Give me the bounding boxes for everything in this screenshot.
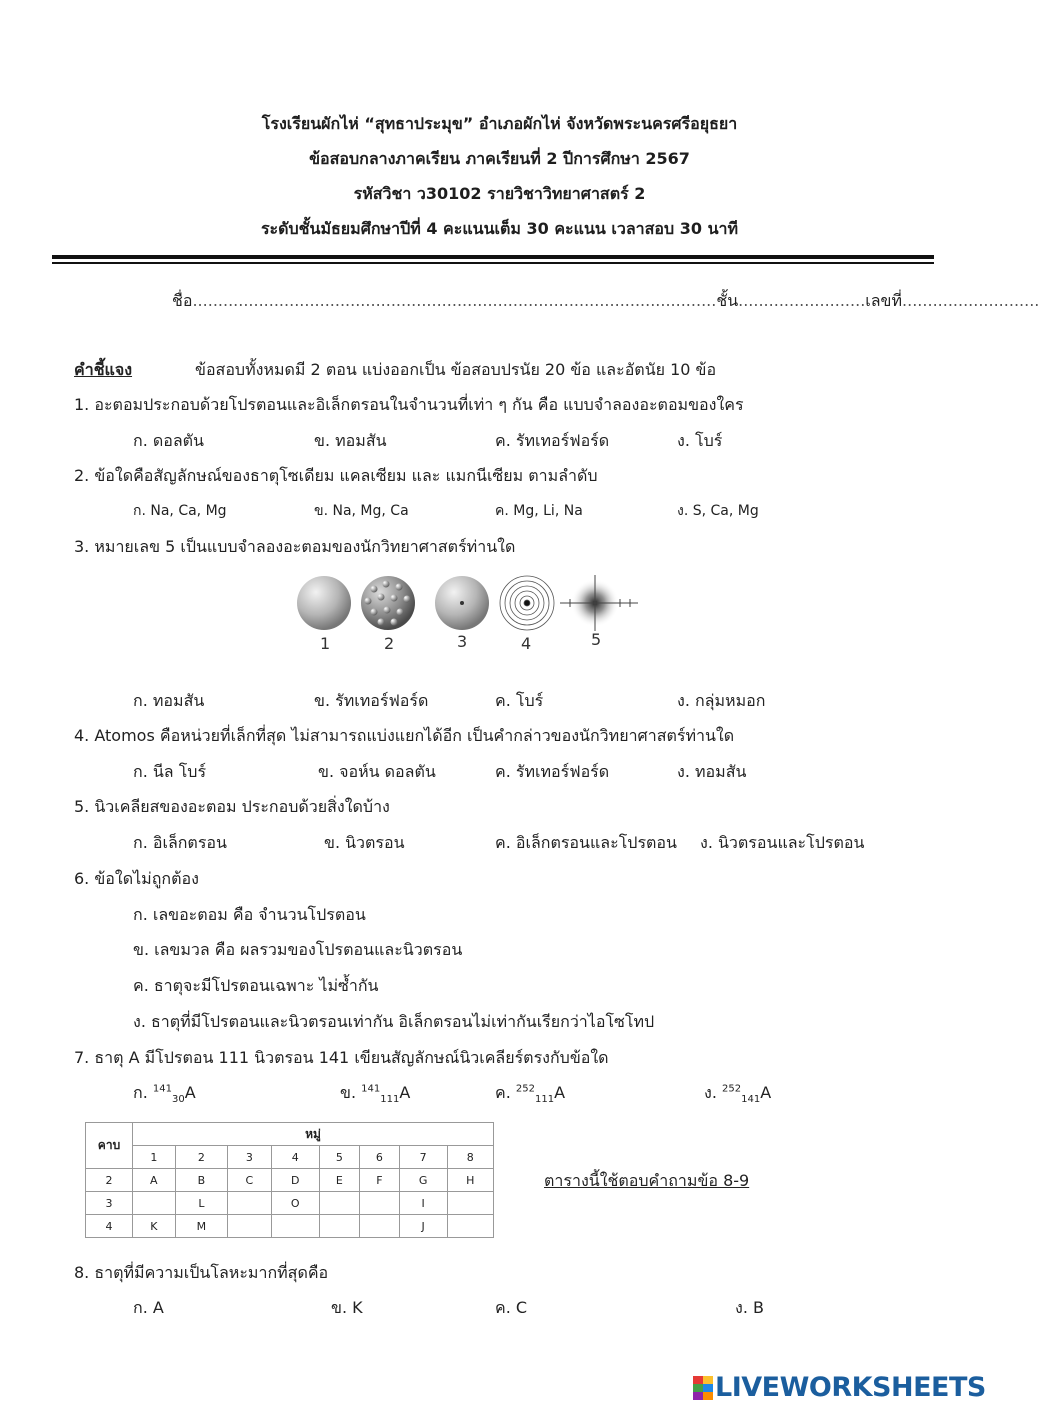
q4-option-d[interactable]: ง. ทอมสัน: [677, 762, 747, 781]
student-info-line: [172, 289, 1039, 314]
element-cell: [359, 1215, 399, 1238]
q7-option-a-mass: 141: [152, 1083, 172, 1095]
group-number: 6: [359, 1146, 399, 1169]
element-cell: [447, 1192, 494, 1215]
q8-option-a[interactable]: ก. A: [133, 1298, 164, 1317]
question-7: 7. ธาตุ A มีโปรตอน 111 นิวตรอน 141 เขียนสัญลักษณ์นิวเคลียร์ตรงกับข้อใด: [74, 1048, 609, 1067]
q7-option-a-atomic: 30: [171, 1094, 185, 1106]
element-cell: G: [399, 1169, 447, 1192]
element-cell: H: [447, 1169, 494, 1192]
question-6: 6. ข้อใดไม่ถูกต้อง: [74, 869, 199, 888]
q2-option-d[interactable]: [677, 500, 759, 522]
table-caption: ตารางนี้ใช้ตอบคำถามข้อ 8-9: [544, 1171, 750, 1190]
q7-option-c-mass: 252: [515, 1083, 535, 1095]
electron-cloud-model: [560, 575, 638, 631]
subject-code: รหัสวิชา ว30102 รายวิชาวิทยาศาสตร์ 2: [353, 184, 646, 203]
q1-option-c[interactable]: ค. รัทเทอร์ฟอร์ด: [495, 431, 610, 450]
q5-option-b[interactable]: ข. นิวตรอน: [324, 833, 405, 852]
q4-option-a[interactable]: ก. นีล โบร์: [133, 762, 207, 781]
element-cell: [319, 1215, 359, 1238]
atom-label-3: 3: [457, 632, 468, 651]
question-8: 8. ธาตุที่มีความเป็นโลหะมากที่สุดคือ: [74, 1263, 329, 1282]
q7-option-d-symbol: A: [760, 1083, 772, 1102]
element-cell: B: [175, 1169, 227, 1192]
number-blank[interactable]: ...........................: [902, 291, 1039, 310]
q3-option-b[interactable]: ข. รัทเทอร์ฟอร์ด: [314, 691, 429, 710]
group-number: 1: [133, 1146, 176, 1169]
number-label: เลขที่: [865, 291, 903, 310]
element-cell: [228, 1215, 271, 1238]
name-blank[interactable]: .......................................................................................................: [192, 291, 717, 310]
q5-option-d[interactable]: ง. นิวตรอนและโปรตอน: [700, 833, 865, 852]
element-cell: [359, 1192, 399, 1215]
group-number: 8: [447, 1146, 494, 1169]
liveworksheets-text: LIVEWORKSHEETS: [715, 1372, 986, 1403]
q6-option-c[interactable]: ค. ธาตุจะมีโปรตอนเฉพาะ ไม่ซ้ำกัน: [133, 976, 379, 995]
class-label: ชั้น: [716, 291, 739, 310]
school-name: โรงเรียนผักไห่ “สุทธาประมุข” อำเภอผักไห่ จังหวัดพระนครศรีอยุธยา: [261, 114, 738, 133]
question-4: 4. Atomos คือหน่วยที่เล็กที่สุด ไม่สามารถแบ่งแยกได้อีก เป็นคำกล่าวของนักวิทยาศาสตร์ท่านใด: [74, 726, 735, 745]
q3-option-d[interactable]: ง. กลุ่มหมอก: [677, 691, 766, 710]
group-number: 2: [175, 1146, 227, 1169]
class-blank[interactable]: .........................: [738, 291, 866, 310]
q2-option-c[interactable]: [495, 500, 583, 522]
exam-title: ข้อสอบกลางภาคเรียน ภาคเรียนที่ 2 ปีการศึกษา 2567: [309, 149, 690, 168]
q1-option-a[interactable]: ก. ดอลตัน: [133, 431, 204, 450]
q3-option-a[interactable]: ก. ทอมสัน: [133, 691, 205, 710]
q7-option-c[interactable]: [495, 1081, 565, 1106]
q7-option-d-atomic: 141: [741, 1094, 761, 1106]
q1-option-b[interactable]: ข. ทอมสัน: [314, 431, 387, 450]
element-cell: [228, 1192, 271, 1215]
q7-option-b[interactable]: [340, 1081, 410, 1106]
period-header: คาบ: [86, 1123, 133, 1169]
q7-option-d-prefix: ง.: [704, 1083, 717, 1102]
q2-option-b-text: ข. Na, Mg, Ca: [314, 503, 409, 519]
instructions-text: ข้อสอบทั้งหมดมี 2 ตอน แบ่งออกเป็น ข้อสอบปรนัย 20 ข้อ และอัตนัย 10 ข้อ: [195, 360, 717, 379]
q8-option-c[interactable]: ค. C: [495, 1298, 528, 1317]
name-label: ชื่อ: [172, 291, 193, 310]
element-cell: [271, 1215, 319, 1238]
group-number: 3: [228, 1146, 271, 1169]
q4-option-c[interactable]: ค. รัทเทอร์ฟอร์ด: [495, 762, 610, 781]
dalton-model: [297, 576, 351, 630]
group-number: 5: [319, 1146, 359, 1169]
q4-option-b[interactable]: ข. จอห์น ดอลตัน: [318, 762, 436, 781]
q8-option-d[interactable]: ง. B: [735, 1298, 764, 1317]
bohr-model: [500, 576, 554, 630]
q2-option-a[interactable]: [133, 500, 227, 522]
grade-score-time: ระดับชั้นมัธยมศึกษาปีที่ 4 คะแนนเต็ม 30 คะแนน เวลาสอบ 30 นาที: [260, 219, 739, 238]
period-number: 2: [86, 1169, 133, 1192]
question-5: 5. นิวเคลียสของอะตอม ประกอบด้วยสิ่งใดบ้าง: [74, 797, 390, 816]
rutherford-model: [435, 576, 489, 630]
element-cell: E: [319, 1169, 359, 1192]
q7-option-a-symbol: A: [184, 1083, 196, 1102]
q6-option-a[interactable]: ก. เลขอะตอม คือ จำนวนโปรตอน: [133, 905, 366, 924]
group-number: 7: [399, 1146, 447, 1169]
atom-label-4: 4: [521, 634, 532, 653]
element-cell: I: [399, 1192, 447, 1215]
instructions: [74, 358, 132, 383]
period-number: 3: [86, 1192, 133, 1215]
q2-option-a-text: ก. Na, Ca, Mg: [133, 503, 227, 519]
q7-option-d[interactable]: [704, 1081, 771, 1106]
q7-option-d-mass: 252: [722, 1083, 742, 1095]
group-header: หมู่: [133, 1123, 494, 1146]
table-row: [86, 1169, 494, 1192]
atom-models-figure: [290, 565, 650, 655]
q7-option-b-symbol: A: [399, 1083, 411, 1102]
instructions-label: คำชี้แจง: [74, 360, 133, 379]
table-row: [86, 1192, 494, 1215]
q2-option-b[interactable]: [314, 500, 409, 522]
q5-option-c[interactable]: ค. อิเล็กตรอนและโปรตอน: [495, 833, 677, 852]
table-row: [86, 1215, 494, 1238]
liveworksheets-mark-icon: [693, 1376, 713, 1400]
thomson-model: [361, 576, 415, 630]
period-number: 4: [86, 1215, 133, 1238]
periodic-table: [85, 1122, 494, 1238]
element-cell: [447, 1215, 494, 1238]
q6-option-b[interactable]: ข. เลขมวล คือ ผลรวมของโปรตอนและนิวตรอน: [133, 940, 463, 959]
element-cell: L: [175, 1192, 227, 1215]
atom-label-1: 1: [320, 634, 331, 653]
element-cell: J: [399, 1215, 447, 1238]
q7-option-b-atomic: 111: [380, 1094, 400, 1106]
element-cell: O: [271, 1192, 319, 1215]
element-cell: D: [271, 1169, 319, 1192]
question-3: 3. หมายเลข 5 เป็นแบบจำลองอะตอมของนักวิทยาศาสตร์ท่านใด: [74, 537, 516, 556]
q7-option-c-symbol: A: [554, 1083, 566, 1102]
question-1: 1. อะตอมประกอบด้วยโปรตอนและอิเล็กตรอนในจำนวนที่เท่า ๆ กัน คือ แบบจำลองอะตอมของใคร: [74, 395, 744, 414]
q7-option-c-prefix: ค.: [495, 1083, 511, 1102]
element-cell: A: [133, 1169, 176, 1192]
q8-option-b[interactable]: ข. K: [331, 1298, 363, 1317]
atom-label-2: 2: [384, 634, 395, 653]
q2-option-c-text: ค. Mg, Li, Na: [495, 503, 583, 519]
q7-option-a[interactable]: [133, 1081, 196, 1106]
question-2: 2. ข้อใดคือสัญลักษณ์ของธาตุโซเดียม แคลเซียม และ แมกนีเซียม ตามลำดับ: [74, 466, 598, 485]
header-divider-thin: [52, 262, 934, 264]
element-cell: M: [175, 1215, 227, 1238]
q7-option-a-prefix: ก.: [133, 1083, 148, 1102]
header-divider-thick: [52, 255, 934, 259]
q7-option-b-mass: 141: [361, 1083, 381, 1095]
q1-option-d[interactable]: ง. โบร์: [677, 431, 723, 450]
element-cell: [319, 1192, 359, 1215]
liveworksheets-logo[interactable]: [693, 1372, 986, 1403]
element-cell: C: [228, 1169, 271, 1192]
element-cell: K: [133, 1215, 176, 1238]
group-number: 4: [271, 1146, 319, 1169]
element-cell: [133, 1192, 176, 1215]
q2-option-d-text: ง. S, Ca, Mg: [677, 503, 759, 519]
element-cell: F: [359, 1169, 399, 1192]
q6-option-d[interactable]: ง. ธาตุที่มีโปรตอนและนิวตรอนเท่ากัน อิเล็กตรอนไม่เท่ากันเรียกว่าไอโซโทป: [133, 1012, 655, 1031]
q3-option-c[interactable]: ค. โบร์: [495, 691, 544, 710]
q5-option-a[interactable]: ก. อิเล็กตรอน: [133, 833, 227, 852]
q7-option-c-atomic: 111: [534, 1094, 555, 1106]
q7-option-b-prefix: ข.: [340, 1083, 357, 1102]
atom-label-5: 5: [591, 630, 602, 649]
group-number-row: [86, 1146, 494, 1169]
